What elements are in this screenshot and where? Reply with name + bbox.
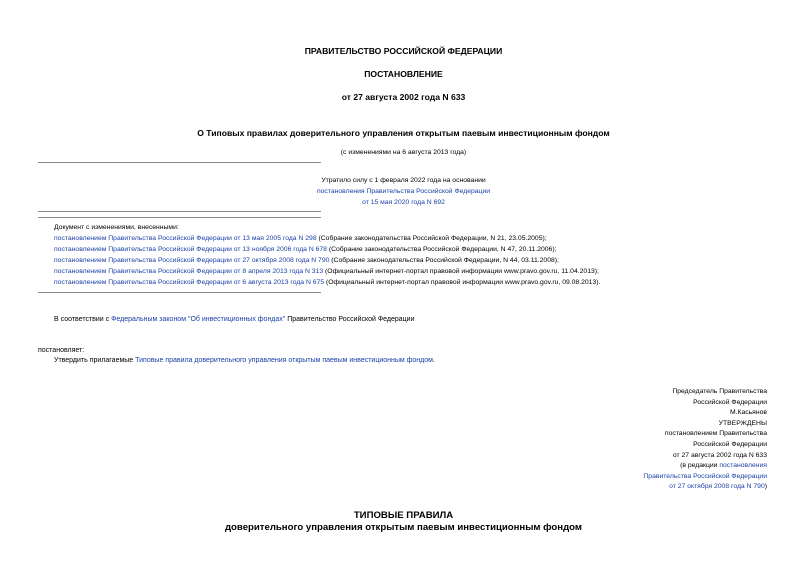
amendment-item — [54, 266, 774, 277]
resolution-suffix: . — [432, 357, 435, 364]
amendment-link[interactable]: постановлением Правительства Российской Федерации от 8 апреля 2013 года N 313 — [54, 268, 324, 275]
amendment-item — [54, 244, 774, 255]
amendment-link[interactable]: постановлением Правительства Российской Федерации от 27 октября 2008 года N 790 — [54, 257, 330, 264]
expired-notice — [0, 175, 807, 208]
signatory-name: М.Касьянов — [729, 409, 767, 417]
expired-decree-date-link[interactable]: от 15 мая 2020 года N 692 — [362, 199, 445, 206]
divider — [38, 292, 321, 293]
preamble-text-end: Правительство Российской Федерации — [285, 316, 415, 323]
investment-funds-law-link[interactable]: Федеральным законом "Об инвестиционных фондах" — [111, 316, 286, 323]
document-title: О Типовых правилах доверительного управления открытым паевым инвестиционным фондом — [197, 128, 610, 138]
resolution-text — [54, 357, 435, 364]
changes-note: (с изменениями на 6 августа 2013 года) — [340, 149, 467, 156]
preamble-text: В соответствии с — [54, 316, 112, 323]
amendments-block — [54, 222, 774, 288]
approved-date: от 27 августа 2002 года N 633 — [672, 451, 767, 459]
approved-by: постановлением Правительства — [664, 430, 767, 438]
signatory-position-rf: Российской Федерации — [693, 398, 767, 406]
amendment-source: (Собрание законодательства Российской Федерации, N 44, 03.11.2008); — [329, 257, 559, 264]
rules-title: ТИПОВЫЕ ПРАВИЛА — [353, 510, 454, 521]
signature-block — [643, 387, 767, 493]
resolves-label: постановляет: — [38, 347, 85, 354]
divider — [38, 162, 321, 163]
edition-decree-link[interactable]: постановления — [719, 462, 767, 470]
amendment-source: (Собрание законодательства Российской Федерации, N 21, 23.05.2005); — [316, 235, 547, 242]
amendment-source: (Официальный интернет-портал правовой информации www.pravo.gov.ru, 11.04.2013); — [323, 268, 599, 275]
approved-label: УТВЕРЖДЕНЫ — [718, 419, 767, 427]
divider — [38, 217, 321, 218]
edition-date-link[interactable]: от 27 октября 2008 года N 790 — [669, 483, 765, 491]
rules-subtitle: доверительного управления открытым паевым инвестиционным фондом — [224, 522, 583, 533]
document-date-number: от 27 августа 2002 года N 633 — [341, 92, 466, 102]
document-type: ПОСТАНОВЛЕНИЕ — [364, 69, 443, 79]
resolution-prefix: Утвердить прилагаемые — [54, 357, 136, 364]
preamble — [54, 316, 415, 323]
amendment-item — [54, 255, 774, 266]
expired-decree-link[interactable]: постановления Правительства Российской Федерации — [316, 188, 491, 195]
government-heading: ПРАВИТЕЛЬСТВО РОССИЙСКОЙ ФЕДЕРАЦИИ — [304, 46, 503, 56]
amendment-item — [54, 233, 774, 244]
edition-line — [643, 461, 767, 472]
edition-government-link[interactable]: Правительства Российской Федерации — [643, 472, 767, 480]
expired-text: Утратило силу с 1 февраля 2022 года на основании — [321, 177, 486, 184]
approved-rf: Российской Федерации — [693, 440, 767, 448]
signatory-position: Председатель Правительства — [672, 388, 767, 395]
amendments-intro: Документ с изменениями, внесенными: — [54, 224, 179, 231]
amendment-source: (Собрание законодательства Российской Федерации, N 47, 20.11.2006); — [326, 246, 557, 253]
standard-rules-link[interactable]: Типовые правила доверительного управления открытым паевым инвестиционным фондом — [135, 357, 433, 364]
amendment-link[interactable]: постановлением Правительства Российской Федерации от 6 августа 2013 года N 675 — [54, 279, 325, 286]
amendment-source: (Официальный интернет-портал правовой информации www.pravo.gov.ru, 09.08.2013). — [324, 279, 601, 286]
divider — [38, 211, 321, 212]
amendment-item — [54, 277, 774, 288]
amendment-link[interactable]: постановлением Правительства Российской Федерации от 13 мая 2005 года N 298 — [54, 235, 317, 242]
edition-prefix: (в редакции — [680, 462, 720, 470]
amendment-link[interactable]: постановлением Правительства Российской Федерации от 13 ноября 2006 года N 678 — [54, 246, 327, 253]
edition-suffix: ) — [764, 483, 767, 491]
